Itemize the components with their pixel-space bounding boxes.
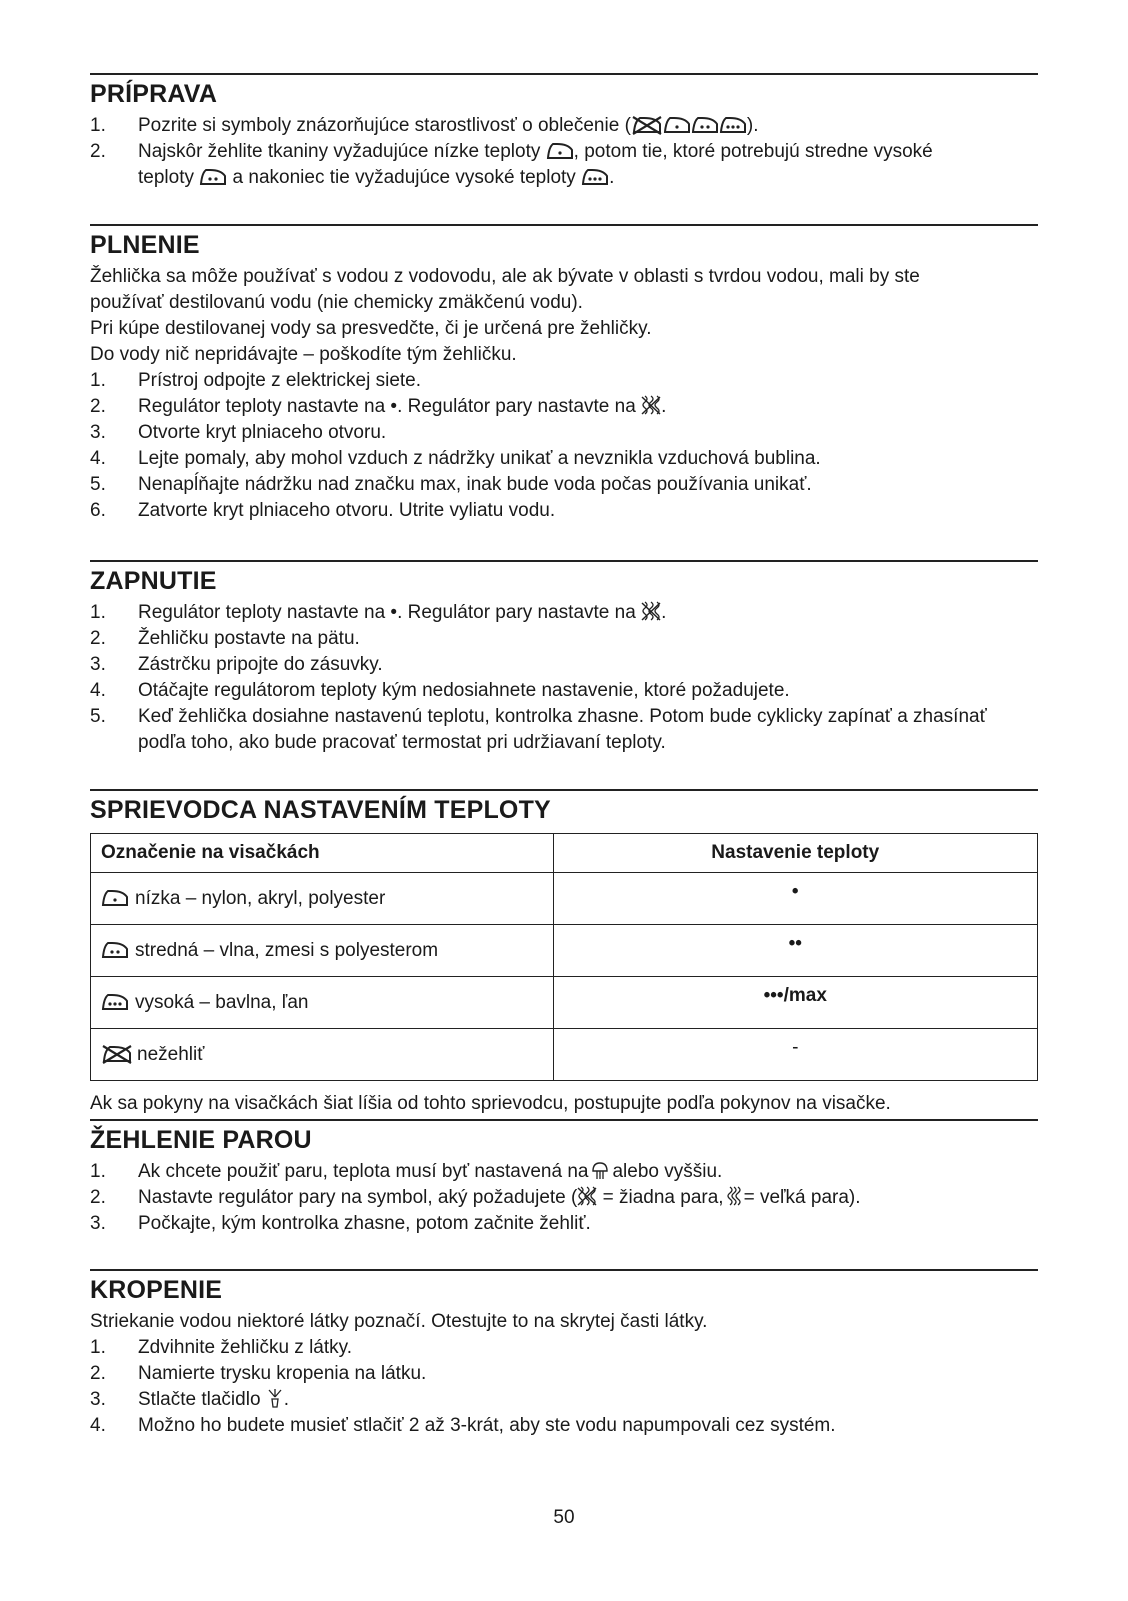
paragraph: Striekanie vodou niektoré látky poznačí. Otestujte to na skrytej časti látky. <box>90 1311 708 1332</box>
section-plnenie <box>90 224 1038 524</box>
list-item: 2. Najskôr žehlite tkaniny vyžadujúce nízke teploty , potom tie, ktoré potrebujú stredne vysoké teploty a nakoniec tie vyžadujúce vysoké teploty . <box>90 141 933 188</box>
heading-zapnutie: ZAPNUTIE <box>90 567 217 595</box>
table-row: nízka – nylon, akryl, polyester • <box>91 873 1038 925</box>
paragraph: Do vody nič nepridávajte – poškodíte tým žehličku. <box>90 344 517 365</box>
list-item: 1. Prístroj odpojte z elektrickej siete. <box>90 370 422 391</box>
list-item: 3. Počkajte, kým kontrolka zhasne, potom začnite žehliť. <box>90 1213 591 1234</box>
table-header-row <box>91 834 1038 873</box>
iron-two-dots-icon <box>691 115 719 135</box>
list-item: 2. Namierte trysku kropenia na látku. <box>90 1363 427 1384</box>
no-steam-icon <box>577 1185 597 1207</box>
section-sprievodca <box>90 789 1038 1117</box>
table-row: vysoká – bavlna, ľan •••/max <box>91 977 1038 1029</box>
paragraph: Žehlička sa môže používať s vodou z vodovodu, ale ak bývate v oblasti s tvrdou vodou, mali by ste používať destilovanú vodu (nie chemicky zmäkčenú vodu). <box>90 266 920 313</box>
list-item: 6. Zatvorte kryt plniaceho otvoru. Utrite vyliatu vodu. <box>90 500 556 521</box>
table-note: Ak sa pokyny na visačkách šiat líšia od tohto sprievodcu, postupujte podľa pokynov na visačke. <box>90 1093 891 1114</box>
section-kropenie <box>90 1269 1038 1439</box>
iron-one-dot-icon <box>101 888 129 908</box>
list-item: 4. Možno ho budete musieť stlačiť 2 až 3-krát, aby ste vodu napumpovali cez systém. <box>90 1415 836 1436</box>
column-header: Nastavenie teploty <box>553 834 1037 873</box>
list-item: 3. Zástrčku pripojte do zásuvky. <box>90 654 383 675</box>
do-not-iron-icon <box>101 1044 133 1064</box>
section-zehlenie-parou <box>90 1119 1038 1237</box>
list-item: 1. Regulátor teploty nastavte na •. Regulátor pary nastavte na . <box>90 602 667 623</box>
section-zapnutie <box>90 560 1038 756</box>
list-item: 5. Nenapĺňajte nádržku nad značku max, inak bude voda počas používania unikať. <box>90 474 812 495</box>
heading-priprava: PRÍPRAVA <box>90 80 218 108</box>
no-steam-icon <box>641 600 661 622</box>
iron-three-dots-icon <box>101 992 129 1012</box>
list-item: 1. Zdvihnite žehličku z látky. <box>90 1337 353 1358</box>
heading-sprievodca: SPRIEVODCA NASTAVENÍM TEPLOTY <box>90 796 551 824</box>
do-not-iron-icon <box>631 115 663 135</box>
iron-three-dots-icon <box>581 167 609 187</box>
list-item: 5. Keď žehlička dosiahne nastavenú teplotu, kontrolka zhasne. Potom bude cyklicky zapínať a zhasínať podľa toho, ako bude pracovať termostat pri udržiavaní teploty. <box>90 706 987 753</box>
iron-two-dots-icon <box>199 167 227 187</box>
no-steam-icon <box>641 394 661 416</box>
list-item: 2. Regulátor teploty nastavte na •. Regulátor pary nastavte na . <box>90 396 667 417</box>
iron-one-dot-icon <box>546 141 574 161</box>
list-item: 2. Nastavte regulátor pary na symbol, aký požadujete ( = žiadna para, = veľká para). <box>90 1187 861 1208</box>
list-item: 1. Pozrite si symboly znázorňujúce starostlivosť o oblečenie ( ). <box>90 115 759 136</box>
list-item: 3. Stlačte tlačidlo . <box>90 1389 290 1410</box>
heading-kropenie: KROPENIE <box>90 1276 223 1304</box>
section-priprava <box>90 73 1038 191</box>
iron-three-dots-icon <box>719 115 747 135</box>
paragraph: Pri kúpe destilovanej vody sa presvedčte, či je určená pre žehličky. <box>90 318 652 339</box>
heading-plnenie: PLNENIE <box>90 231 200 259</box>
spray-button-icon <box>266 1387 284 1409</box>
list-item: 4. Otáčajte regulátorom teploty kým nedosiahnete nastavenie, ktoré požadujete. <box>90 680 790 701</box>
table-row: stredná – vlna, zmesi s polyesterom •• <box>91 925 1038 977</box>
iron-two-dots-icon <box>101 940 129 960</box>
iron-one-dot-icon <box>663 115 691 135</box>
column-header: Označenie na visačkách <box>91 834 554 873</box>
temperature-table <box>90 833 1038 1081</box>
max-steam-icon <box>726 1185 742 1207</box>
page-number: 50 <box>553 1507 575 1528</box>
steam-iron-setting-icon <box>590 1159 610 1181</box>
list-item: 1. Ak chcete použiť paru, teplota musí byť nastavená na alebo vyššiu. <box>90 1161 723 1182</box>
table-row: nežehliť - <box>91 1029 1038 1081</box>
heading-zehlenie-parou: ŽEHLENIE PAROU <box>90 1126 312 1154</box>
list-item: 4. Lejte pomaly, aby mohol vzduch z nádržky unikať a nevznikla vzduchová bublina. <box>90 448 821 469</box>
list-item: 3. Otvorte kryt plniaceho otvoru. <box>90 422 387 443</box>
list-item: 2. Žehličku postavte na pätu. <box>90 628 360 649</box>
